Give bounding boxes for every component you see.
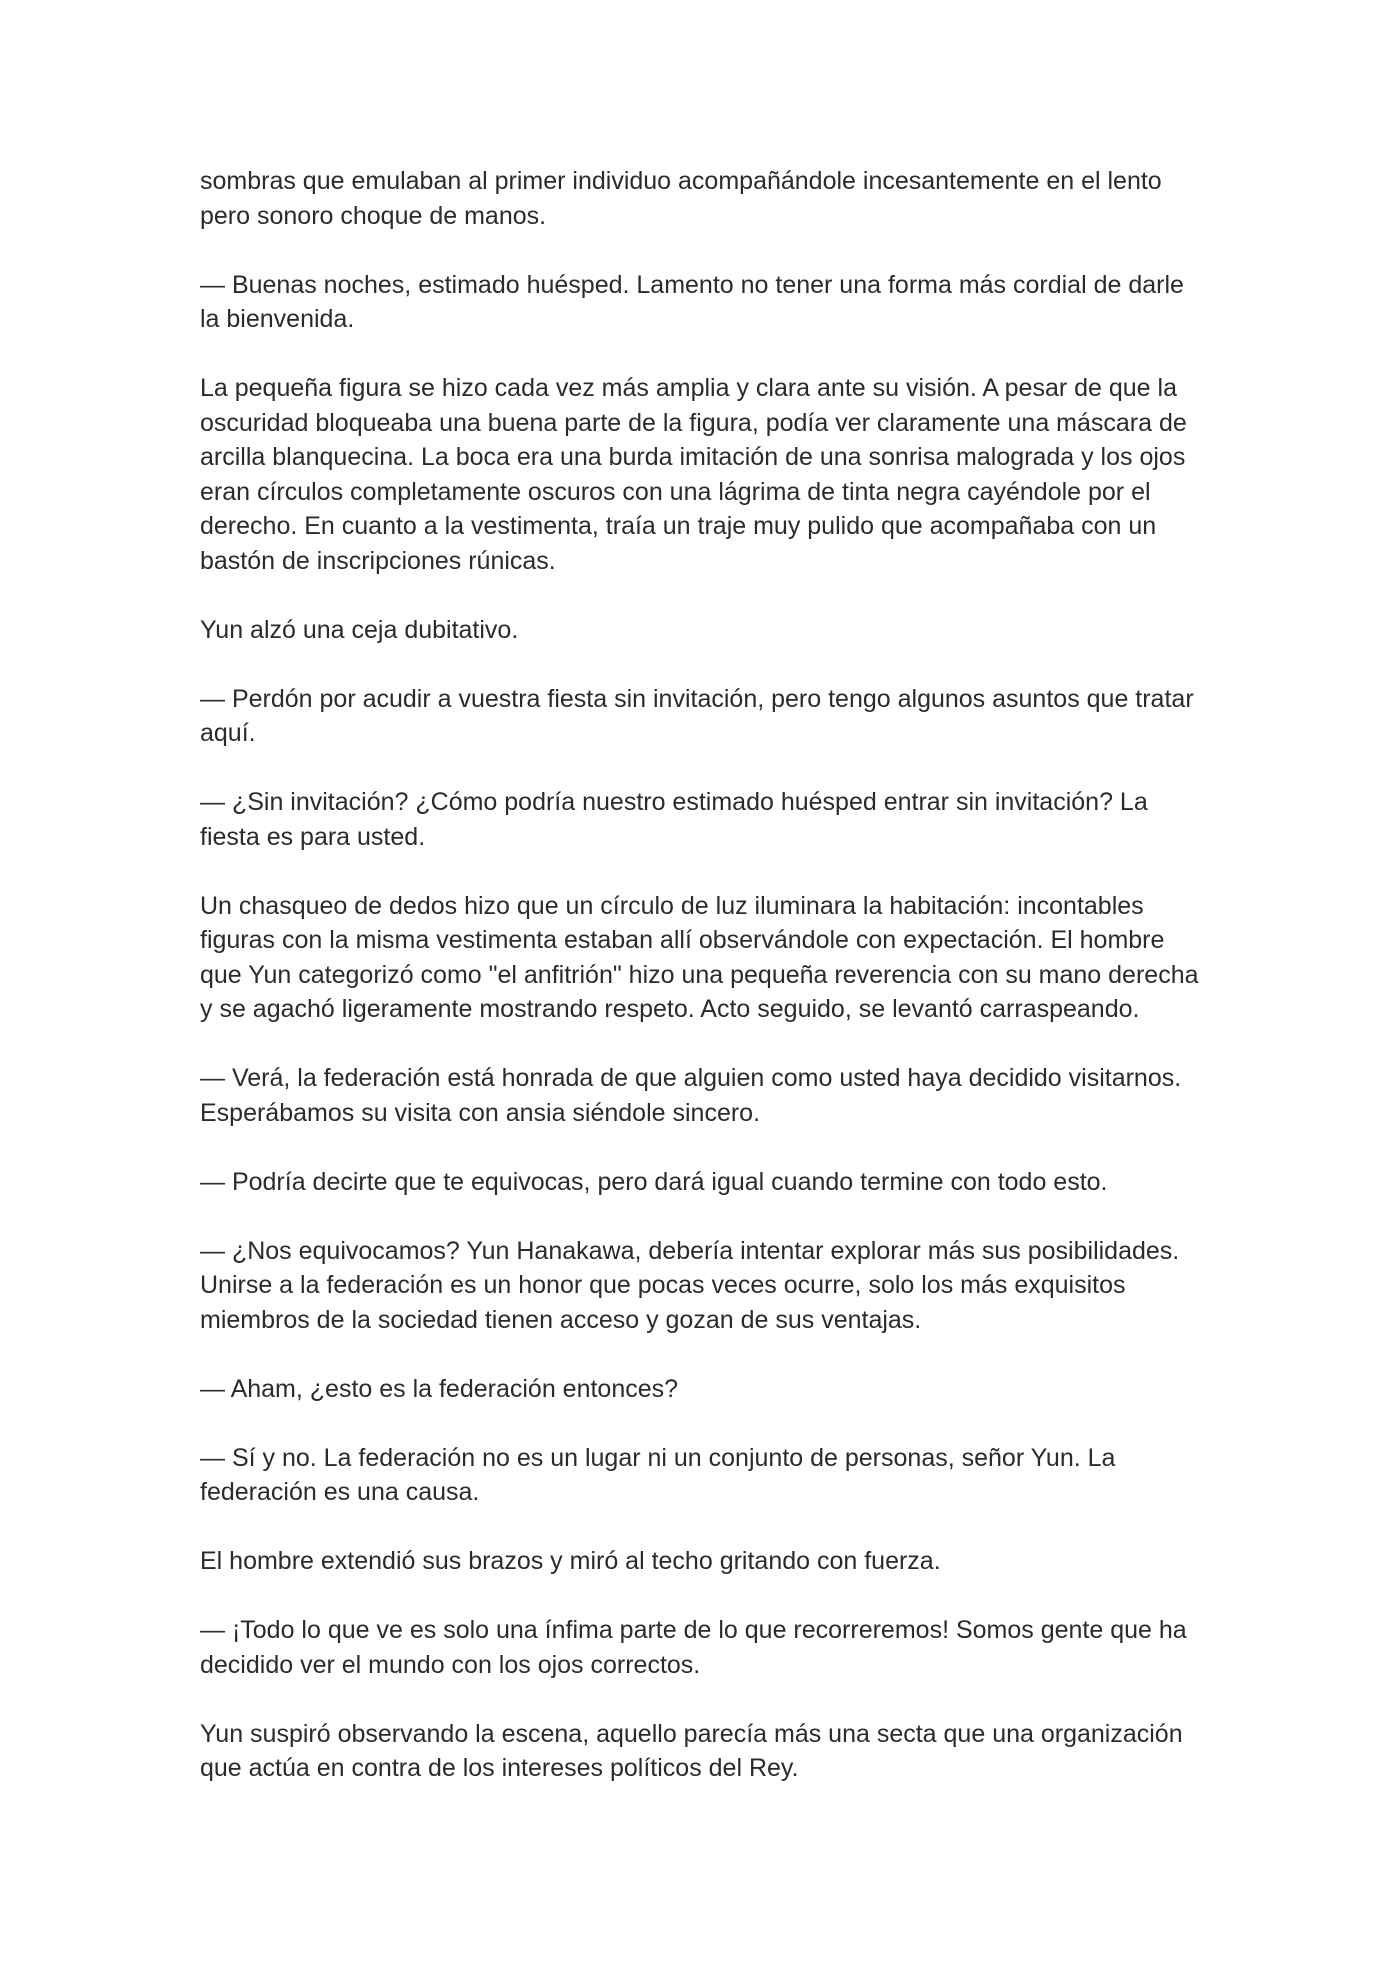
paragraph: — ¿Nos equivocamos? Yun Hanakawa, debería intentar explorar más sus posibilidades. Unirse a la federación es un honor que pocas veces ocurre, solo los más exquisitos miembros de la sociedad tienen acceso y gozan de sus ventajas. — [200, 1236, 1180, 1334]
paragraph: La pequeña figura se hizo cada vez más amplia y clara ante su visión. A pesar de que la oscuridad bloqueaba una buena parte de la figura, podía ver claramente una máscara de arcilla blanquecina. La boca era una burda imitación de una sonrisa malograda y los ojos eran círculos completamente oscuros con una lágrima de tinta negra cayéndole por el derecho. En cuanto a la vestimenta, traía un traje muy pulido que acompañaba con un bastón de inscripciones rúnicas. — [200, 374, 1187, 575]
paragraph: — ¿Sin invitación? ¿Cómo podría nuestro estimado huésped entrar sin invitación? La fiesta es para usted. — [200, 788, 1148, 851]
document-body — [200, 164, 1210, 1786]
paragraph: — Sí y no. La federación no es un lugar ni un conjunto de personas, señor Yun. La federación es una causa. — [200, 1443, 1116, 1506]
paragraph: — Verá, la federación está honrada de que alguien como usted haya decidido visitarnos. Esperábamos su visita con ansia siéndole sincero. — [200, 1064, 1182, 1127]
paragraph: Yun suspiró observando la escena, aquello parecía más una secta que una organización que actúa en contra de los intereses políticos del Rey. — [200, 1719, 1183, 1782]
paragraph: Un chasqueo de dedos hizo que un círculo de luz iluminara la habitación: incontables figuras con la misma vestimenta estaban allí observándole con expectación. El hombre que Yun categorizó como "el anfitrión" hizo una pequeña reverencia con su mano derecha y se agachó ligeramente mostrando respeto. Acto seguido, se levantó carraspeando. — [200, 891, 1199, 1023]
paragraph: El hombre extendió sus brazos y miró al techo gritando con fuerza. — [200, 1547, 941, 1575]
paragraph: — Perdón por acudir a vuestra fiesta sin invitación, pero tengo algunos asuntos que tratar aquí. — [200, 684, 1194, 747]
paragraph: — Podría decirte que te equivocas, pero dará igual cuando termine con todo esto. — [200, 1167, 1108, 1196]
paragraph: — ¡Todo lo que ve es solo una ínfima parte de lo que recorreremos! Somos gente que ha decidido ver el mundo con los ojos correctos. — [200, 1616, 1187, 1679]
paragraph: — Aham, ¿esto es la federación entonces? — [200, 1374, 679, 1403]
paragraph: Yun alzó una ceja dubitativo. — [200, 615, 519, 644]
paragraph: — Buenas noches, estimado huésped. Lamento no tener una forma más cordial de darle la bienvenida. — [200, 270, 1184, 333]
paragraph: sombras que emulaban al primer individuo acompañándole incesantemente en el lento pero sonoro choque de manos. — [200, 167, 1162, 230]
